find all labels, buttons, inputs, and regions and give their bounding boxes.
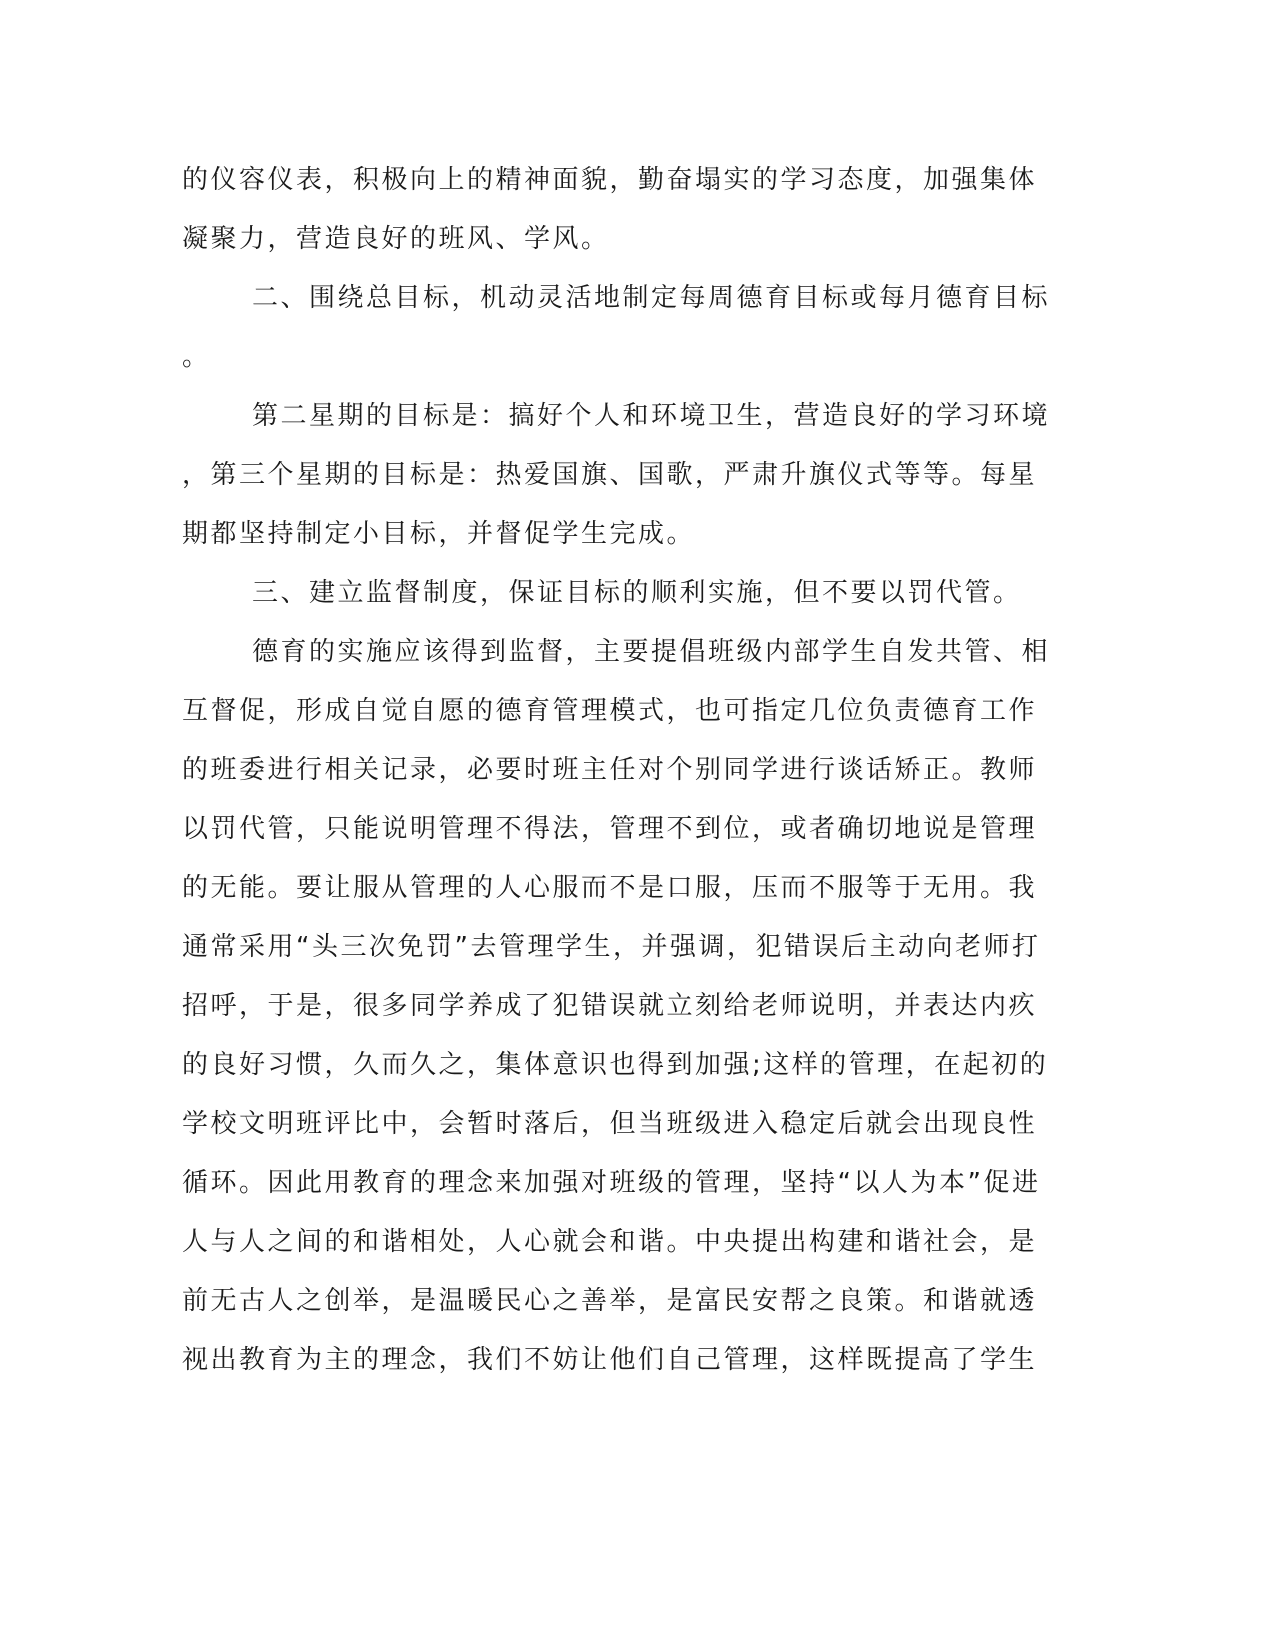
text-line: 凝聚力，营造良好的班风、学风。	[182, 224, 610, 254]
paragraph-heading: 三、建立监督制度，保证目标的顺利实施，但不要以罚代管。	[252, 578, 1022, 608]
text-line: 前无古人之创举，是温暖民心之善举，是富民安帮之良策。和谐就透	[182, 1286, 1038, 1316]
text-line: ，第三个星期的目标是：热爱国旗、国歌，严肃升旗仪式等等。每星	[182, 460, 1038, 490]
paragraph-heading: 二、围绕总目标，机动灵活地制定每周德育目标或每月德育目标	[252, 283, 1051, 313]
text-line: 的无能。要让服从管理的人心服而不是口服，压而不服等于无用。我	[182, 873, 1038, 903]
text-line: 的仪容仪表，积极向上的精神面貌，勤奋塌实的学习态度，加强集体	[182, 165, 1038, 195]
text-line: 人与人之间的和谐相处，人心就会和谐。中央提出构建和谐社会，是	[182, 1227, 1038, 1257]
text-line: 招呼，于是，很多同学养成了犯错误就立刻给老师说明，并表达内疚	[182, 991, 1038, 1021]
text-line: 期都坚持制定小目标，并督促学生完成。	[182, 519, 696, 549]
text-line: 互督促，形成自觉自愿的德育管理模式，也可指定几位负责德育工作	[182, 696, 1038, 726]
text-line: 第二星期的目标是：搞好个人和环境卫生，营造良好的学习环境	[252, 401, 1051, 431]
text-line: 的良好习惯，久而久之，集体意识也得到加强;这样的管理，在起初的	[182, 1050, 1049, 1080]
text-line: 通常采用“头三次免罚”去管理学生，并强调，犯错误后主动向老师打	[182, 932, 1041, 962]
text-line: 循环。因此用教育的理念来加强对班级的管理，坚持“以人为本”促进	[182, 1168, 1041, 1198]
text-line: 学校文明班评比中，会暂时落后，但当班级进入稳定后就会出现良性	[182, 1109, 1038, 1139]
text-line: 。	[182, 342, 211, 372]
text-line: 的班委进行相关记录，必要时班主任对个别同学进行谈话矫正。教师	[182, 755, 1038, 785]
text-line: 德育的实施应该得到监督，主要提倡班级内部学生自发共管、相	[252, 637, 1051, 667]
text-line: 以罚代管，只能说明管理不得法，管理不到位，或者确切地说是管理	[182, 814, 1038, 844]
text-line: 视出教育为主的理念，我们不妨让他们自己管理，这样既提高了学生	[182, 1345, 1038, 1375]
